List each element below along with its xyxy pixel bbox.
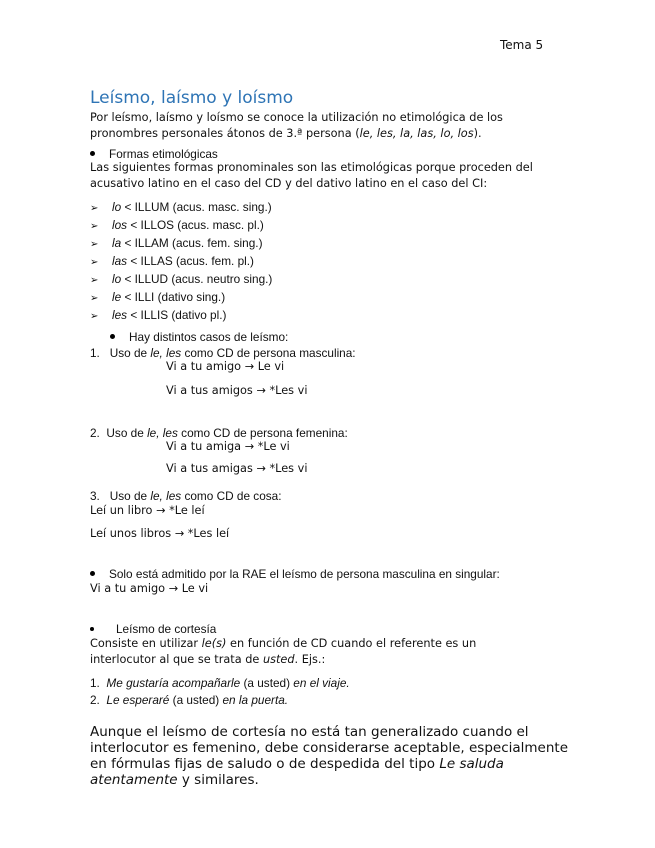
example: Leí un libro → *Le leí [90, 504, 205, 517]
caso-text: Uso de [106, 426, 148, 440]
pronoun: le [112, 290, 122, 304]
cortesia-heading-text: Leísmo de cortesía [116, 622, 217, 636]
intro-text-end: ). [473, 126, 482, 140]
latin-list-item [90, 253, 272, 271]
latin-list-item [90, 289, 272, 307]
pronoun: les [112, 308, 128, 322]
caso-text-end: como CD de cosa: [181, 489, 282, 503]
cortesia-example-2 [90, 692, 288, 708]
latin-form: ILLOS [140, 218, 174, 232]
text: en fórmulas fijas de saludo o de despedida del tipo [90, 756, 440, 772]
less-than: < [121, 200, 135, 214]
less-than: < [127, 308, 141, 322]
text-em: le(s) [201, 637, 227, 650]
example: Vi a tus amigas → *Les vi [166, 462, 308, 475]
list-number: 1. [90, 346, 100, 360]
description: (dativo pl.) [168, 308, 227, 322]
bullet-icon [110, 334, 115, 339]
description: (acus. fem. pl.) [172, 254, 254, 268]
example-em: en la puerta. [222, 693, 289, 707]
intro-text: pronombres personales átonos de 3.ª persona ( [90, 126, 360, 140]
example-em: Me gustaría acompañarle [106, 676, 241, 690]
pronoun: la [112, 236, 122, 250]
bullet-icon [90, 151, 95, 156]
bullet-icon [90, 571, 95, 576]
latin-form: ILLUD [134, 272, 169, 286]
description: (acus. masc. sing.) [169, 200, 272, 214]
latin-list-item [90, 307, 272, 325]
latin-list-item [90, 199, 272, 217]
example: Vi a tu amigo → Le vi [90, 582, 209, 595]
pronoun: los [112, 218, 128, 232]
example-text: (a usted) [240, 676, 294, 690]
final-line-1: Aunque el leísmo de cortesía no está tan generalizado cuando el [90, 724, 529, 740]
intro-line-2 [90, 126, 570, 142]
arrow-bullet-icon: ➢ [90, 221, 99, 232]
latin-form: ILLI [134, 290, 155, 304]
example: Leí unos libros → *Les leí [90, 527, 230, 540]
final-line-3 [90, 756, 570, 772]
description: (acus. masc. pl.) [174, 218, 264, 232]
arrow-bullet-icon: ➢ [90, 239, 99, 250]
list-number: 2. [90, 426, 100, 440]
text-em: atentamente [90, 772, 178, 788]
caso-text-end: como CD de persona masculina: [181, 346, 356, 360]
description: (acus. fem. sing.) [168, 236, 263, 250]
formas-heading-text: Formas etimológicas [109, 147, 218, 161]
intro-pronouns: le, les, la, las, lo, los [359, 126, 474, 140]
example: Vi a tus amigos → *Les vi [166, 384, 308, 397]
cortesia-line-2 [90, 652, 570, 668]
text: Consiste en utilizar [90, 637, 202, 650]
formas-paragraph [90, 160, 570, 191]
latin-list [90, 199, 272, 325]
arrow-bullet-icon: ➢ [90, 257, 99, 268]
formas-line-1: Las siguientes formas pronominales son las etimológicas porque proceden del [90, 161, 533, 174]
page-title: Leísmo, laísmo y loísmo [90, 88, 294, 108]
cortesia-heading [90, 621, 216, 637]
text-em: usted [262, 652, 295, 666]
caso-text: Uso de [109, 346, 151, 360]
less-than: < [121, 272, 135, 286]
pronoun: las [112, 254, 128, 268]
less-than: < [127, 218, 141, 232]
cortesia-paragraph [90, 636, 570, 667]
text: y similares. [177, 772, 259, 788]
caso-3 [90, 488, 282, 504]
caso-pronouns: le, les [150, 489, 182, 503]
arrow-bullet-icon: ➢ [90, 293, 99, 304]
latin-form: ILLAM [134, 236, 169, 250]
latin-list-item [90, 217, 272, 235]
formas-line-2: acusativo latino en el caso del CD y del dativo latino en el caso del CI: [90, 176, 488, 190]
latin-form: ILLIS [140, 308, 169, 322]
less-than: < [121, 236, 135, 250]
text-em: Le saluda [439, 756, 504, 772]
casos-heading-text: Hay distintos casos de leísmo: [129, 330, 289, 344]
cortesia-line-1 [90, 636, 570, 652]
page-header: Tema 5 [500, 38, 544, 52]
latin-list-item [90, 271, 272, 289]
arrow-bullet-icon: ➢ [90, 275, 99, 286]
text: en función de CD cuando el referente es un [226, 637, 477, 650]
rae-note [90, 566, 500, 582]
caso-pronouns: le, les [147, 426, 178, 440]
cortesia-example-1 [90, 675, 350, 691]
latin-list-item [90, 235, 272, 253]
latin-form: ILLAS [140, 254, 173, 268]
bullet-icon [90, 627, 94, 631]
example: Vi a tu amigo → Le vi [166, 360, 285, 373]
arrow-bullet-icon: ➢ [90, 311, 99, 322]
example-em: en el viaje. [293, 676, 350, 690]
final-paragraph [90, 724, 570, 788]
text: interlocutor al que se trata de [90, 652, 263, 666]
description: (dativo sing.) [154, 290, 226, 304]
caso-text-end: como CD de persona femenina: [177, 426, 348, 440]
intro-paragraph [90, 110, 570, 141]
intro-line-1: Por leísmo, laísmo y loísmo se conoce la utilización no etimológica de los [90, 111, 503, 124]
list-number: 2. [90, 693, 100, 707]
list-number: 3. [90, 489, 100, 503]
list-number: 1. [90, 676, 100, 690]
text: . Ejs.: [294, 652, 326, 666]
casos-heading [110, 329, 288, 345]
example-text: (a usted) [169, 693, 223, 707]
caso-pronouns: le, les [150, 346, 182, 360]
latin-form: ILLUM [134, 200, 170, 214]
example-em: Le esperaré [106, 693, 170, 707]
pronoun: lo [112, 272, 122, 286]
example: Vi a tu amiga → *Le vi [166, 440, 290, 453]
arrow-bullet-icon: ➢ [90, 203, 99, 214]
final-line-2: interlocutor es femenino, debe considerarse aceptable, especialmente [90, 740, 568, 756]
final-line-4 [90, 772, 570, 788]
description: (acus. neutro sing.) [168, 272, 273, 286]
caso-text: Uso de [109, 489, 151, 503]
pronoun: lo [112, 200, 122, 214]
rae-text: Solo está admitido por la RAE el leísmo de persona masculina en singular: [109, 567, 500, 581]
less-than: < [121, 290, 135, 304]
less-than: < [127, 254, 141, 268]
